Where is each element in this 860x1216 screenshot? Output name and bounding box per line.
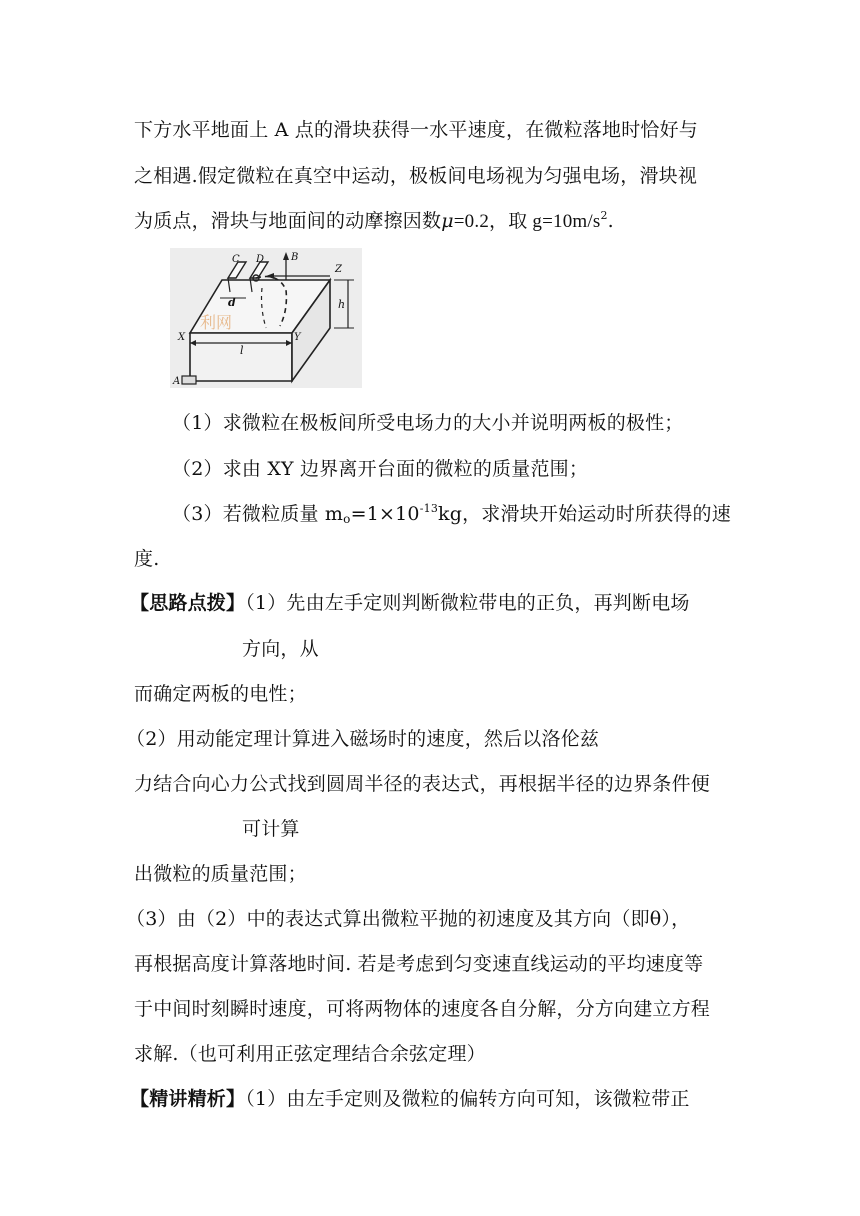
analysis-line-1 xyxy=(130,1086,690,1112)
hint-line-10: 于中间时刻瞬时速度，可将两物体的速度各自分解，分方向建立方程 xyxy=(134,998,711,1020)
hint-line-7: 出微粒的质量范围； xyxy=(134,863,307,885)
label-d: D xyxy=(256,254,265,265)
physics-diagram xyxy=(170,248,362,388)
hint-line-5: 力结合向心力公式找到圆周半径的表达式，再根据半径的边界条件便 xyxy=(134,773,711,795)
label-b: B xyxy=(291,252,299,263)
label-l: l xyxy=(240,344,244,357)
text-span: 为质点，滑块与地面间的动摩擦因数 xyxy=(134,210,442,232)
question-2: （2）求由 XY 边界离开台面的微粒的质量范围； xyxy=(172,458,589,480)
label-h: h xyxy=(338,298,346,311)
text-line: 之相遇.假定微粒在真空中运动，极板间电场视为匀强电场，滑块视 xyxy=(134,165,698,187)
text-span: =1×10 xyxy=(350,503,420,525)
label-d-distance: d xyxy=(228,296,236,309)
analysis-heading: 【精讲精析】 xyxy=(130,1088,246,1110)
watermark-text: 利网 xyxy=(200,313,233,332)
hint-line-9: 再根据高度计算落地时间. 若是考虑到匀变速直线运动的平均速度等 xyxy=(134,953,704,975)
text-span: （3）若微粒质量 m xyxy=(172,503,344,525)
text-span: （1）由左手定则及微粒的偏转方向可知，该微粒带正 xyxy=(245,1088,690,1110)
label-c: C xyxy=(232,254,240,265)
diagram-svg xyxy=(170,248,362,388)
text-span: =0.2，取 g=10m/s xyxy=(453,211,601,232)
superscript: -13 xyxy=(419,502,439,515)
superscript: 2 xyxy=(600,209,608,222)
hint-line-8: （3）由（2）中的表达式算出微粒平抛的初速度及其方向（即θ）， xyxy=(126,908,691,930)
hint-line-2: 方向，从 xyxy=(242,638,319,660)
hint-line-1 xyxy=(130,590,690,616)
question-3-continued: 度. xyxy=(134,548,160,570)
hint-line-3: 而确定两板的电性； xyxy=(134,683,307,705)
label-x: X xyxy=(178,332,186,343)
subscript: o xyxy=(343,512,351,526)
label-y: Y xyxy=(294,332,301,343)
mu-symbol: μ xyxy=(441,210,454,232)
hint-line-11: 求解.（也可利用正弦定理结合余弦定理） xyxy=(134,1043,486,1065)
text-span: . xyxy=(607,210,614,232)
text-span: （1）先由左手定则判断微粒带电的正负，再判断电场 xyxy=(245,592,690,614)
text-line: 下方水平地面上 A 点的滑块获得一水平速度，在微粒落地时恰好与 xyxy=(134,119,699,141)
text-line xyxy=(134,208,614,235)
label-a: A xyxy=(173,376,181,387)
text-span: kg，求滑块开始运动时所获得的速 xyxy=(438,503,731,525)
question-1: （1）求微粒在极板间所受电场力的大小并说明两板的极性； xyxy=(172,412,684,434)
hint-line-6: 可计算 xyxy=(242,818,300,840)
label-z: Z xyxy=(335,264,342,275)
question-3 xyxy=(172,501,731,532)
hint-heading: 【思路点拨】 xyxy=(130,592,246,614)
hint-line-4: （2）用动能定理计算进入磁场时的速度，然后以洛伦兹 xyxy=(126,728,600,750)
